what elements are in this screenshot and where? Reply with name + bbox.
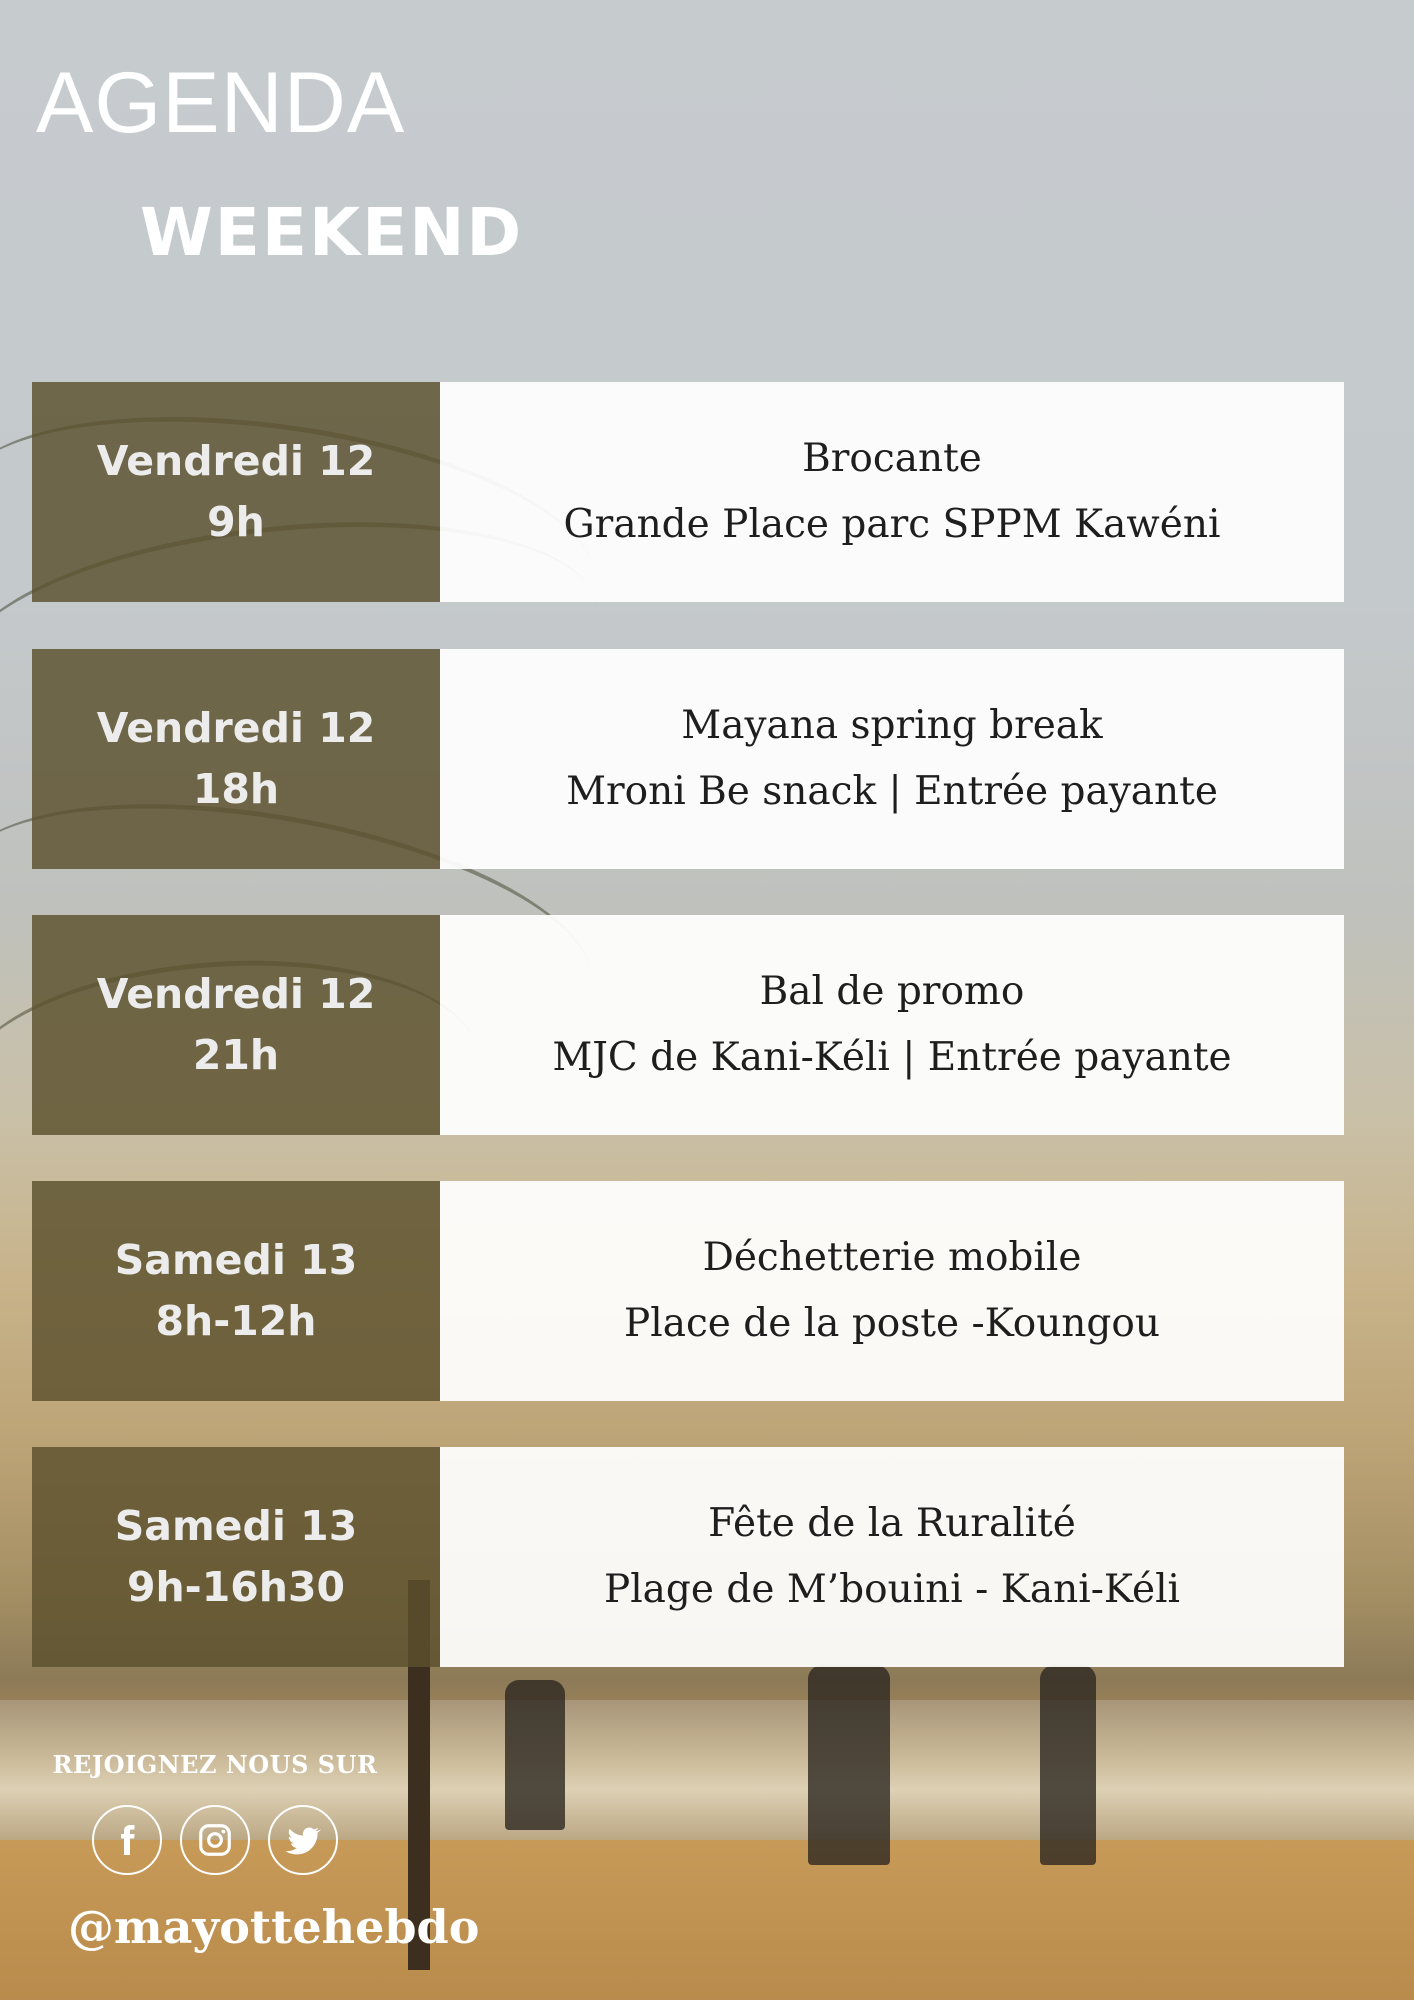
event-row xyxy=(32,1181,1344,1401)
event-row xyxy=(32,915,1344,1135)
event-place: Plage de M’bouini - Kani-Kéli xyxy=(603,1567,1181,1612)
event-place: Place de la poste -Koungou xyxy=(623,1301,1160,1346)
event-info-panel xyxy=(440,649,1344,869)
event-name: Déchetterie mobile xyxy=(702,1235,1082,1281)
event-row xyxy=(32,1447,1344,1667)
instagram-icon[interactable] xyxy=(180,1805,250,1875)
event-row xyxy=(32,382,1344,602)
facebook-icon[interactable] xyxy=(92,1805,162,1875)
event-place: Grande Place parc SPPM Kawéni xyxy=(563,502,1221,547)
event-date-panel xyxy=(32,1447,440,1667)
person-silhouette xyxy=(1040,1665,1096,1865)
event-day: Samedi 13 xyxy=(114,1235,358,1284)
event-place: MJC de Kani-Kéli | Entrée payante xyxy=(552,1035,1232,1080)
event-info-panel xyxy=(440,1181,1344,1401)
event-name: Fête de la Ruralité xyxy=(708,1501,1076,1547)
event-day: Vendredi 12 xyxy=(96,969,376,1018)
event-info-panel xyxy=(440,1447,1344,1667)
event-name: Brocante xyxy=(802,436,982,482)
event-time: 18h xyxy=(192,765,280,813)
event-info-panel xyxy=(440,915,1344,1135)
social-caption: REJOIGNEZ NOUS SUR xyxy=(52,1750,378,1779)
event-time: 8h-12h xyxy=(155,1297,317,1345)
event-day: Samedi 13 xyxy=(114,1501,358,1550)
person-silhouette xyxy=(505,1680,565,1830)
agenda-title: AGENDA xyxy=(36,55,406,151)
event-info-panel xyxy=(440,382,1344,602)
twitter-icon[interactable] xyxy=(268,1805,338,1875)
event-time: 9h xyxy=(207,498,265,546)
event-date-panel xyxy=(32,649,440,869)
event-row xyxy=(32,649,1344,869)
event-place: Mroni Be snack | Entrée payante xyxy=(566,769,1218,814)
social-section xyxy=(30,1750,400,1875)
social-handle[interactable]: @mayottehebdo xyxy=(68,1900,480,1954)
event-time: 21h xyxy=(192,1031,280,1079)
social-icons xyxy=(30,1805,400,1875)
event-date-panel xyxy=(32,915,440,1135)
event-date-panel xyxy=(32,382,440,602)
event-time: 9h-16h30 xyxy=(126,1563,346,1611)
event-day: Vendredi 12 xyxy=(96,436,376,485)
event-name: Mayana spring break xyxy=(681,703,1103,749)
weekend-subtitle: WEEKEND xyxy=(140,194,524,271)
event-date-panel xyxy=(32,1181,440,1401)
event-day: Vendredi 12 xyxy=(96,703,376,752)
event-name: Bal de promo xyxy=(759,969,1025,1015)
person-silhouette xyxy=(808,1665,890,1865)
